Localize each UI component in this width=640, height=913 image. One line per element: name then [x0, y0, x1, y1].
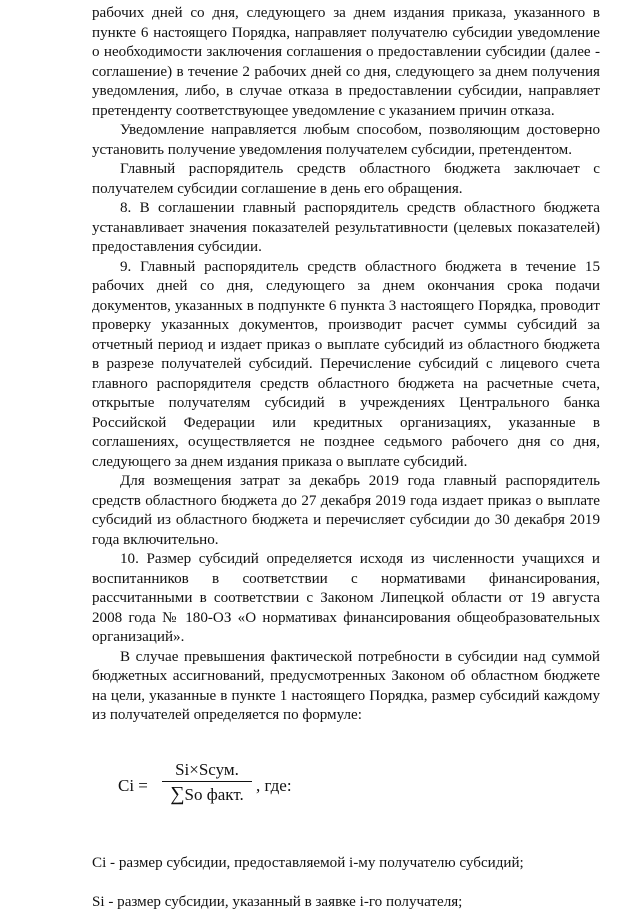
paragraph-agreement: Главный распорядитель средств областного бюджета заключает с получателем субсидии соглашение в день его обращения. — [92, 161, 600, 197]
formula-denominator-text: So факт. — [184, 784, 244, 804]
formula-rhs: , где: — [256, 775, 292, 795]
paragraph-item-8: 8. В соглашении главный распорядитель средств областного бюджета устанавливает значения показателей результативности (целевых показателей) предоставления субсидии. — [92, 200, 600, 255]
definition-si: Si - размер субсидии, указанный в заявке i-го получателя; — [92, 894, 463, 910]
paragraph-item-10: 10. Размер субсидий определяется исходя из численности учащихся и воспитанников в соответствии с нормативами финансирования, рассчитанными в соответствии с Законом Липецкой области от 19 августа 2008 года № 180-ОЗ «О нормативах финансирования общеобразовательных организаций». — [92, 551, 600, 645]
subsidy-formula — [92, 760, 600, 820]
paragraph-item-9: 9. Главный распорядитель средств областного бюджета в течение 15 рабочих дней со дня, следующего за днем окончания срока подачи документов, указанных в подпункте 6 пункта 3 настоящего Порядка, проводит проверку указанных документов, производит расчет суммы субсидий за отчетный период и издает приказ о выплате субсидий из областного бюджета в разрезе получателей субсидий. Перечисление субсидий с лицевого счета главного распорядителя средств областного бюджета на расчетные счета, открытые получателям субсидий в учреждениях Центрального банка Российской Федерации или кредитных организациях, указанные в соглашениях, осуществляется не позднее седьмого рабочего дня со дня, следующего за днем издания приказа о выплате субсидий. — [92, 258, 600, 470]
definition-ci: Ci - размер субсидии, предоставляемой i-му получателю субсидий; — [92, 854, 524, 871]
sum-symbol: ∑ — [170, 782, 185, 805]
paragraph-december-2019: Для возмещения затрат за декабрь 2019 года главный распорядитель средств областного бюджета до 27 декабря 2019 года издает приказ о выплате субсидий из областного бюджета и перечисляет субсидии до 30 декабря 2019 года включительно. — [92, 473, 600, 548]
formula-denominator — [162, 782, 252, 806]
paragraph-continuation: рабочих дней со дня, следующего за днем издания приказа, указанного в пункте 6 настоящего Порядка, направляет получателю субсидии уведомление о необходимости заключения соглашения о предоставлении субсидии (далее - соглашение) в течение 2 рабочих дней со дня, следующего за днем получения уведомления, либо, в случае отказа в предоставлении субсидии, направляет претенденту соответствующее уведомление с указанием причин отказа. — [92, 5, 600, 119]
paragraph-excess-need: В случае превышения фактической потребности в субсидии над суммой бюджетных ассигнований, предусмотренных Законом об областном бюджете на цели, указанные в пункте 1 настоящего Порядка, размер субсидий каждому из получателей определяется по формуле: — [92, 648, 600, 723]
formula-fraction — [162, 760, 252, 806]
paragraph-notification-method: Уведомление направляется любым способом, позволяющим достоверно установить получение уведомления получателем субсидии, претендентом. — [92, 122, 600, 158]
formula-numerator: Si×Sсум. — [162, 760, 252, 782]
formula-lhs: Ci = — [118, 775, 148, 795]
